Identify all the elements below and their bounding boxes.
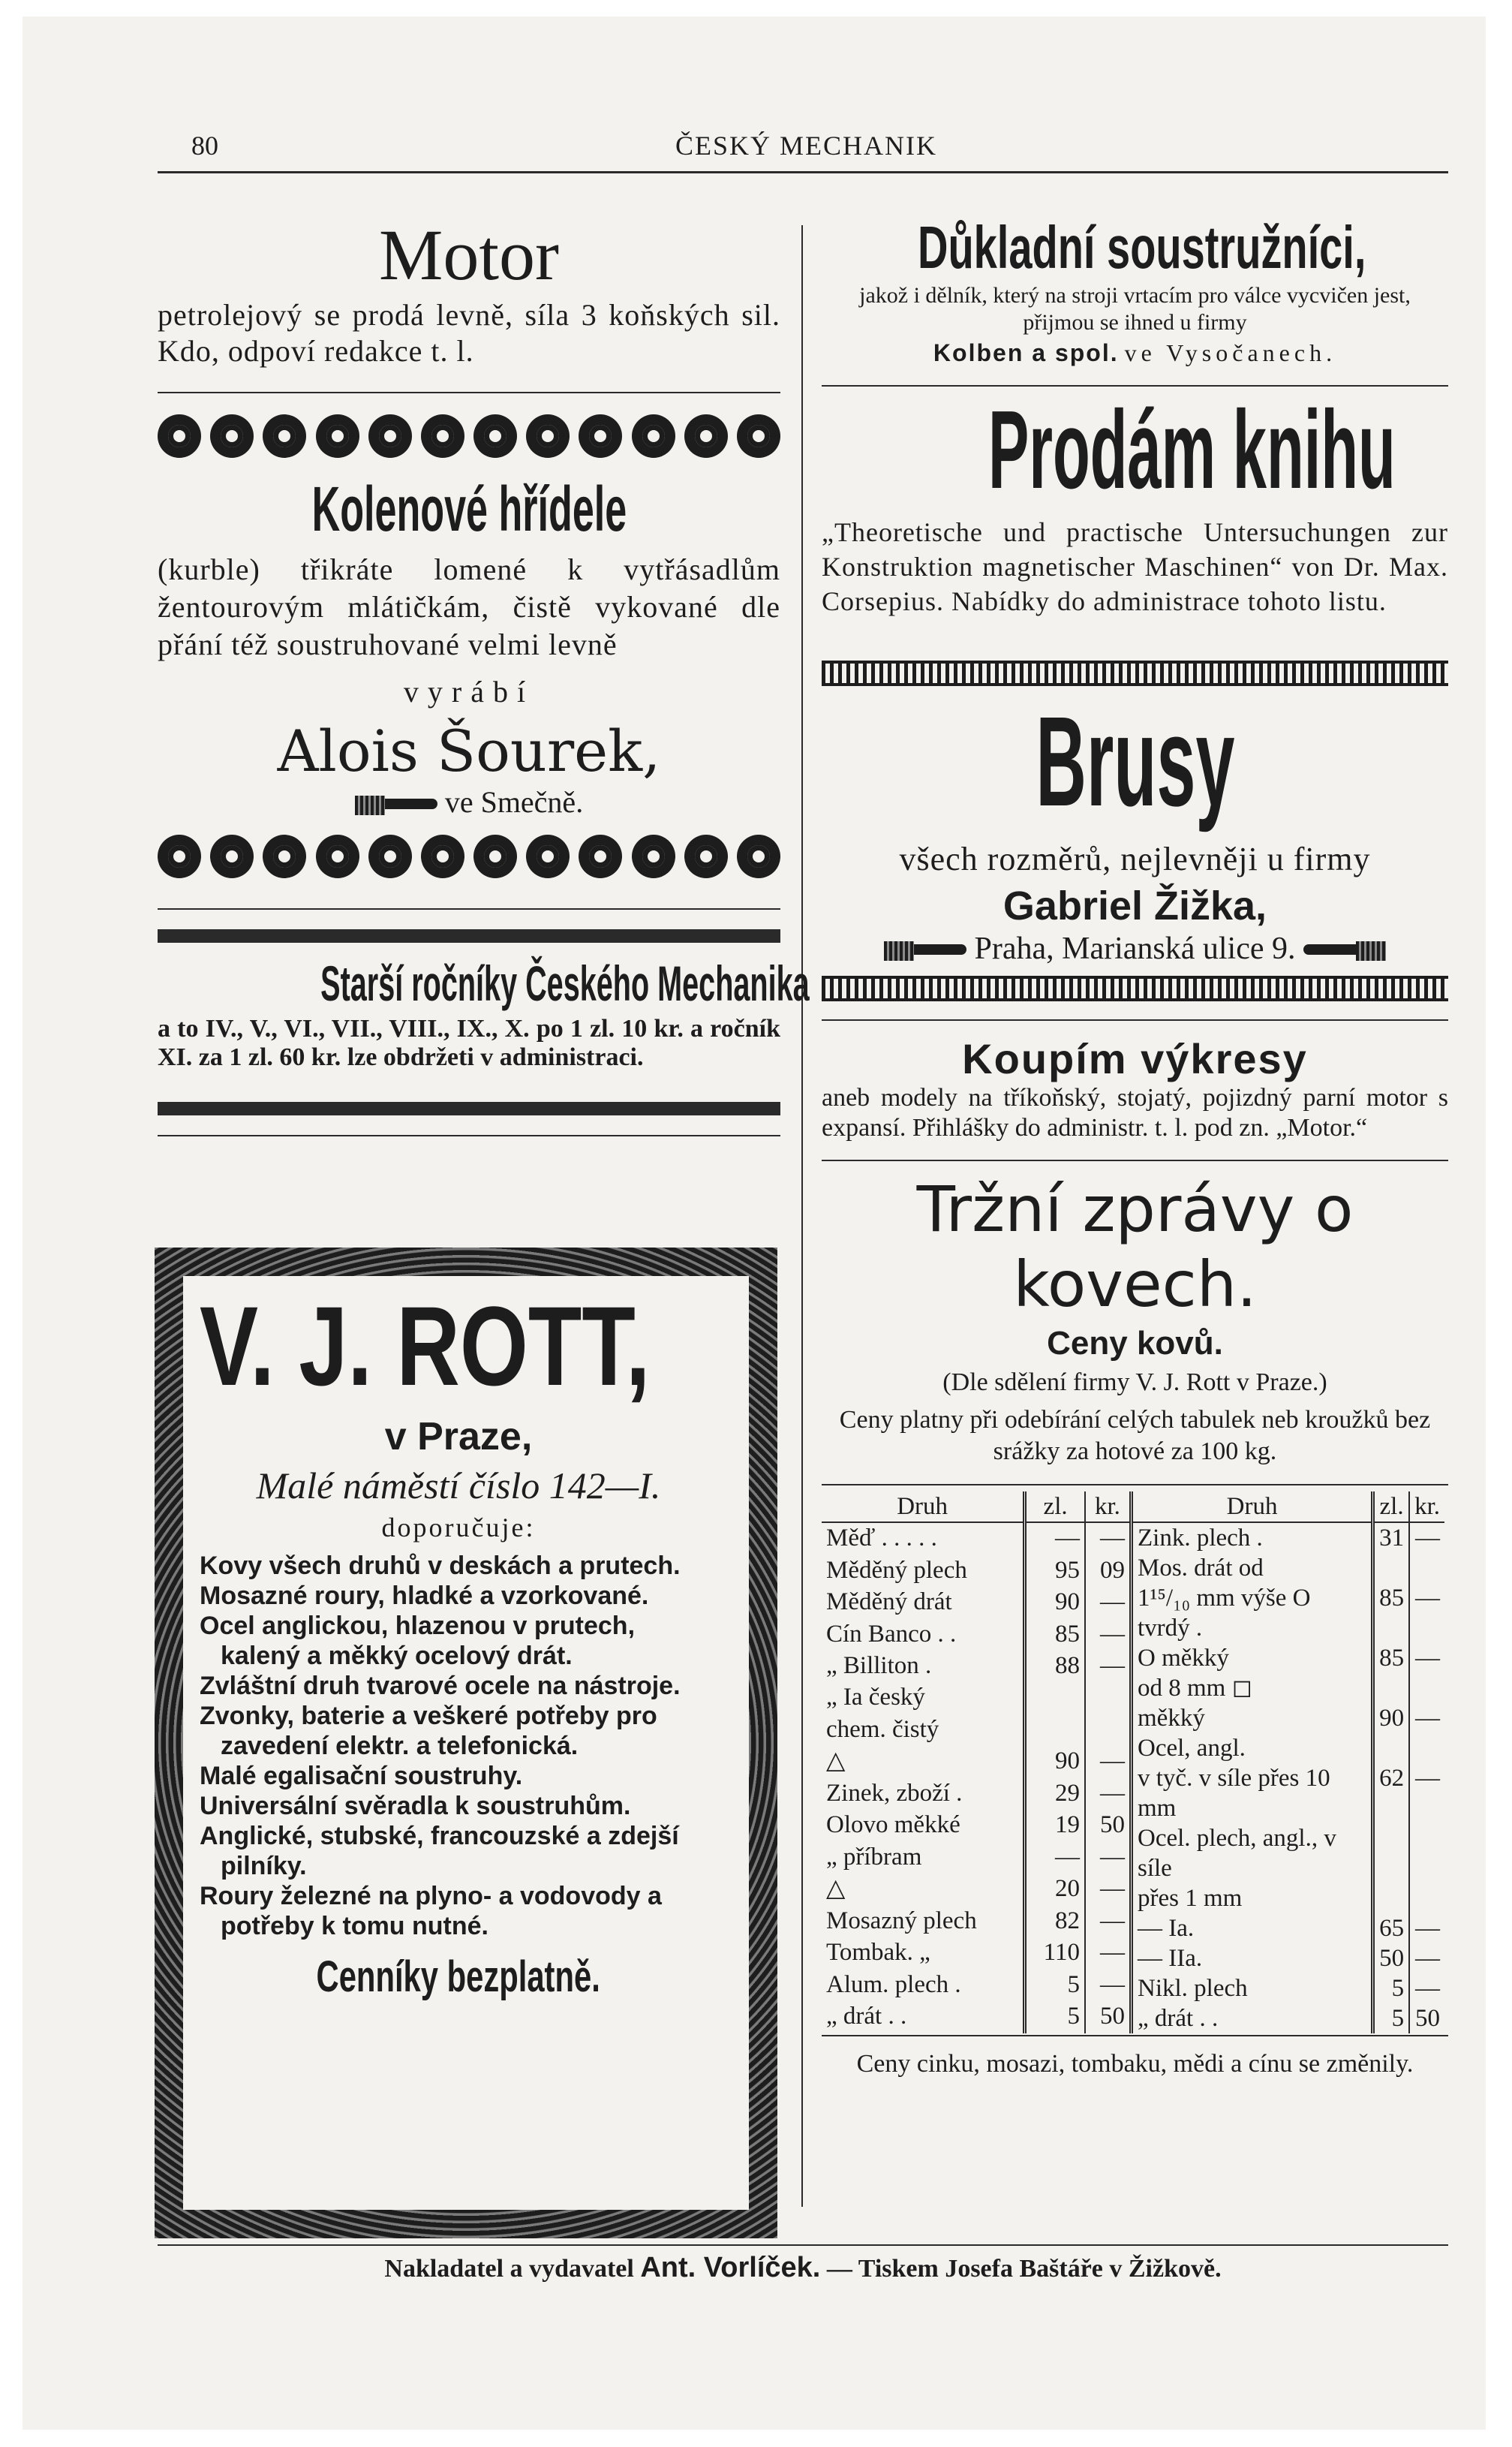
page-footer xyxy=(158,2252,1448,2284)
table-row xyxy=(822,1810,1129,1841)
market-intro: Ceny platny při odebírání celých tabulek neb kroužků bez srážky za hotové za 100 kg. xyxy=(839,1406,1431,1465)
price-table xyxy=(822,1491,1448,2033)
ad-kolenove-firm: Alois Šourek, xyxy=(277,718,661,784)
page-header xyxy=(158,124,1448,169)
cell-kr xyxy=(1409,1823,1444,1883)
cell-zl: 29 xyxy=(1025,1778,1085,1810)
table-row xyxy=(1132,1673,1445,1703)
cell-zl: 90 xyxy=(1025,1587,1085,1618)
cell-zl: 90 xyxy=(1373,1703,1410,1733)
cell-druh: Ocel, angl. xyxy=(1138,1735,1246,1762)
table-row xyxy=(822,1619,1129,1651)
cell-zl: 62 xyxy=(1373,1763,1410,1823)
cell-druh: △ xyxy=(826,1875,846,1903)
table-row xyxy=(1132,1703,1445,1733)
ad-rocniky-body: a to IV., V., VI., VII., VIII., IX., X. po 1 zl. 10 kr. a ročník XI. za 1 zl. 60 kr. lze obdržeti v administraci. xyxy=(158,1015,780,1071)
cell-zl: 90 xyxy=(1025,1746,1085,1777)
cell-kr: — xyxy=(1409,1703,1444,1733)
cell-zl: 50 xyxy=(1373,1943,1410,1973)
list-item: Universální svěradla k soustruhům. xyxy=(200,1792,631,1820)
list-item: Mosazné roury, hladké a vzorkované. xyxy=(200,1582,649,1610)
cell-druh: od 8 mm ◻ xyxy=(1138,1675,1252,1702)
list-item: Roury železné na plyno- a vodovody a potřeby k tomu nutné. xyxy=(200,1882,662,1940)
table-row xyxy=(822,1651,1129,1682)
footer-text-b: — Tiskem Josefa Baštáře v Žižkově. xyxy=(826,2255,1222,2283)
cell-zl: 5 xyxy=(1025,1970,1085,2001)
wave-border xyxy=(822,976,1448,1001)
separator xyxy=(822,2035,1448,2036)
ad-brusy-title: Brusy xyxy=(1035,691,1235,833)
ad-rott-city: v Praze, xyxy=(384,1415,533,1458)
ad-soustruznici-body: jakož i dělník, který na stroji vrtacím pro válce vycvičen jest, přijmou se ihned u firmy xyxy=(859,283,1411,335)
ad-brusy-line: všech rozměrů, nejlevněji u firmy xyxy=(899,841,1371,877)
cell-zl: 5 xyxy=(1373,2003,1410,2033)
cell-druh: „ drát . . xyxy=(826,2003,907,2030)
cell-druh: Měděný drát xyxy=(826,1588,952,1616)
ad-kniha-body: „Theoretische und practische Untersuchungen zur Konstruktion magnetischer Maschinen“ von Dr. Max. Corsepius. Nabídky do administrace tohoto listu. xyxy=(822,517,1448,616)
cell-kr: 50 xyxy=(1409,2003,1444,2033)
cell-kr: — xyxy=(1085,1874,1129,1905)
ad-brusy-firm: Gabriel Žižka, xyxy=(1002,883,1267,929)
table-row xyxy=(822,1874,1129,1905)
separator xyxy=(158,392,780,393)
cell-druh: — IIa. xyxy=(1138,1945,1203,1972)
ad-motor-title: Motor xyxy=(379,215,559,295)
cell-druh: Cín Banco . . xyxy=(826,1620,957,1648)
footer-publisher: Ant. Vorlíček. xyxy=(640,2252,821,2283)
table-row xyxy=(822,1522,1129,1555)
separator xyxy=(822,1484,1448,1485)
cell-zl xyxy=(1025,1714,1085,1746)
table-row xyxy=(822,1906,1129,1937)
right-column xyxy=(822,214,1448,2081)
market-note: Ceny cinku, mosazi, tombaku, mědi a cínu se změnily. xyxy=(856,2050,1414,2078)
col-header-kr: kr. xyxy=(1085,1491,1129,1522)
ad-soustruznici-title: Důkladní soustružníci, xyxy=(918,214,1366,281)
table-row xyxy=(822,2001,1129,2033)
left-column xyxy=(158,210,810,1136)
cell-druh: Mosazný plech xyxy=(826,1907,977,1934)
pointing-hand-icon xyxy=(884,938,966,964)
footer-rule xyxy=(158,2244,1448,2246)
cell-kr: 09 xyxy=(1085,1555,1129,1587)
cell-kr: — xyxy=(1085,1522,1129,1555)
cell-druh: 1¹⁵/₁₀ mm výše O tvrdý . xyxy=(1138,1585,1311,1642)
footer-text-a: Nakladatel a vydavatel xyxy=(384,2255,634,2283)
cell-zl: 5 xyxy=(1025,2001,1085,2033)
cell-zl: 95 xyxy=(1025,1555,1085,1587)
table-row xyxy=(1132,1553,1445,1583)
cell-druh: přes 1 mm xyxy=(1138,1885,1243,1912)
cell-kr: — xyxy=(1409,1913,1444,1943)
cell-druh: „ Billiton . xyxy=(826,1652,932,1679)
cell-zl: 5 xyxy=(1373,1973,1410,2003)
list-item: Zvonky, baterie a veškeré potřeby pro zavedení elektr. a telefonická. xyxy=(200,1702,657,1760)
cell-druh: Alum. plech . xyxy=(826,1970,961,1998)
cell-druh: měkký xyxy=(1138,1705,1205,1732)
cell-kr: — xyxy=(1085,1842,1129,1874)
cell-zl: 20 xyxy=(1025,1874,1085,1905)
ad-koupim-body: aneb modely na tříkoňský, stojatý, pojizdný parní motor s expansí. Přihlášky do administr. t. l. pod zn. „Motor.“ xyxy=(822,1084,1448,1142)
ad-rott-footer: Cenníky bezplatně. xyxy=(316,1952,601,2001)
cell-kr: 50 xyxy=(1085,2001,1129,2033)
ad-kolenove-title: Kolenové hřídele xyxy=(311,474,627,544)
cell-kr: — xyxy=(1085,1651,1129,1682)
table-row xyxy=(1132,1913,1445,1943)
cell-zl xyxy=(1373,1553,1410,1583)
cell-druh: Olovo měkké xyxy=(826,1811,960,1839)
ad-rott xyxy=(155,1248,777,2238)
ad-brusy xyxy=(822,691,1448,967)
cell-kr: — xyxy=(1409,1643,1444,1673)
cell-druh: Ocel. plech, angl., v síle xyxy=(1138,1825,1336,1882)
table-row xyxy=(822,1587,1129,1618)
table-row xyxy=(822,1937,1129,1969)
table-row xyxy=(1132,1643,1445,1673)
table-row xyxy=(822,1555,1129,1587)
cell-kr: — xyxy=(1085,1778,1129,1810)
ad-rott-firm: V. J. ROTT, xyxy=(200,1283,651,1409)
ad-rott-items xyxy=(200,1551,717,1941)
table-row xyxy=(1132,1823,1445,1883)
cell-zl: 82 xyxy=(1025,1906,1085,1937)
cell-zl: 31 xyxy=(1373,1522,1410,1553)
pointing-hand-icon xyxy=(355,793,437,818)
wave-border xyxy=(822,661,1448,686)
heavy-rule xyxy=(158,929,780,943)
cell-kr xyxy=(1409,1733,1444,1763)
cell-kr: — xyxy=(1085,1746,1129,1777)
table-row xyxy=(822,1970,1129,2001)
cell-kr: — xyxy=(1085,1587,1129,1618)
cell-zl: 85 xyxy=(1025,1619,1085,1651)
ad-kniha xyxy=(822,387,1448,619)
ad-soustruznici xyxy=(822,214,1448,367)
journal-title: ČESKÝ MECHANIK xyxy=(675,131,938,161)
header-rule xyxy=(158,171,1448,173)
cell-kr: — xyxy=(1409,1763,1444,1823)
cell-druh: Měď . . . . . xyxy=(826,1524,937,1552)
ad-motor-body: petrolejový se prodá levně, síla 3 koňských sil. Kdo, odpoví redakce t. l. xyxy=(158,298,780,368)
cell-kr xyxy=(1085,1714,1129,1746)
list-item: Kovy všech druhů v deskách a prutech. xyxy=(200,1552,681,1580)
ad-soustruznici-place: ve Vysočanech. xyxy=(1124,339,1337,366)
cell-kr: — xyxy=(1409,1583,1444,1643)
cell-zl: 65 xyxy=(1373,1913,1410,1943)
cell-kr xyxy=(1409,1673,1444,1703)
col-header-druh: Druh xyxy=(822,1491,1025,1522)
market-title: Tržní zprávy o kovech. xyxy=(916,1172,1354,1321)
cell-druh: — Ia. xyxy=(1138,1915,1195,1942)
ad-brusy-address: Praha, Marianská ulice 9. xyxy=(974,932,1296,966)
table-row xyxy=(1132,1943,1445,1973)
cell-druh: „ Ia český xyxy=(826,1684,925,1711)
cell-kr: — xyxy=(1409,1943,1444,1973)
market-source: (Dle sdělení firmy V. J. Rott v Praze.) xyxy=(942,1368,1327,1396)
ad-rocniky-title: Starší ročníky Českého Mechanika xyxy=(320,956,810,1011)
cell-kr: 50 xyxy=(1085,1810,1129,1841)
ad-kolenove-body: (kurble) třikráte lomené k vytřásadlům žentourovým mlátičkám, čistě vykované dle přání též soustruhované velmi levně xyxy=(158,552,780,661)
cell-zl xyxy=(1373,1823,1410,1883)
cell-zl: — xyxy=(1025,1522,1085,1555)
page-number: 80 xyxy=(191,131,218,161)
cell-kr: — xyxy=(1085,1619,1129,1651)
market-subtitle: Ceny kovů. xyxy=(1047,1325,1223,1362)
cell-zl: 85 xyxy=(1373,1583,1410,1643)
col-header-zl: zl. xyxy=(1373,1491,1410,1522)
cell-kr: — xyxy=(1085,1937,1129,1969)
table-row xyxy=(1132,1883,1445,1913)
table-row xyxy=(1132,1973,1445,2003)
ad-koupim-title: Koupím výkresy xyxy=(962,1035,1308,1082)
cell-druh: Tombak. „ xyxy=(826,1939,930,1967)
pointing-hand-icon xyxy=(1303,938,1386,964)
col-header-druh: Druh xyxy=(1132,1491,1373,1522)
cell-zl: 110 xyxy=(1025,1937,1085,1969)
ornament-row xyxy=(158,835,780,878)
table-row xyxy=(1132,1763,1445,1823)
ad-kolenove xyxy=(158,414,780,878)
ad-koupim xyxy=(822,1034,1448,1143)
cell-druh: Zinek, zboží . xyxy=(826,1779,963,1807)
table-row xyxy=(1132,1522,1445,1553)
cell-druh: Zink. plech . xyxy=(1138,1524,1263,1552)
cell-kr: — xyxy=(1409,1522,1444,1553)
table-row xyxy=(822,1746,1129,1777)
table-row xyxy=(1132,1583,1445,1643)
ad-rott-recommends: doporučuje: xyxy=(381,1512,536,1543)
column-divider xyxy=(801,225,803,2207)
separator xyxy=(822,1160,1448,1161)
cell-kr: — xyxy=(1409,1973,1444,2003)
cell-zl xyxy=(1373,1733,1410,1763)
table-row xyxy=(822,1714,1129,1746)
cell-zl xyxy=(1025,1682,1085,1714)
cell-zl: 85 xyxy=(1373,1643,1410,1673)
col-header-kr: kr. xyxy=(1409,1491,1444,1522)
cell-druh: Měděný plech xyxy=(826,1556,967,1584)
cell-kr xyxy=(1409,1553,1444,1583)
cell-zl xyxy=(1373,1883,1410,1913)
ad-kniha-title: Prodám knihu xyxy=(988,388,1396,512)
cell-druh: O měkký xyxy=(1138,1645,1229,1672)
list-item: Anglické, stubské, francouzské a zdejší pilníky. xyxy=(200,1822,679,1880)
ad-rocniky xyxy=(158,929,810,1115)
list-item: Ocel anglickou, hlazenou v prutech, kalený a měkký ocelový drát. xyxy=(200,1612,636,1670)
cell-zl: 88 xyxy=(1025,1651,1085,1682)
cell-druh: chem. čistý xyxy=(826,1715,939,1743)
table-row xyxy=(822,1842,1129,1874)
table-row xyxy=(822,1778,1129,1810)
ad-rott-address: Malé náměstí číslo 142—I. xyxy=(256,1464,661,1506)
ad-motor xyxy=(158,215,780,369)
table-row xyxy=(1132,2003,1445,2033)
price-table-left xyxy=(822,1491,1129,2033)
separator xyxy=(158,1135,780,1136)
market-section xyxy=(822,1172,1448,2081)
cell-zl: 19 xyxy=(1025,1810,1085,1841)
list-item: Malé egalisační soustruhy. xyxy=(200,1762,523,1790)
cell-druh: „ drát . . xyxy=(1138,2005,1219,2032)
cell-druh: Mos. drát od xyxy=(1138,1555,1264,1582)
cell-druh: v tyč. v síle přes 10 mm xyxy=(1138,1765,1330,1822)
heavy-rule xyxy=(158,1102,780,1115)
cell-kr xyxy=(1085,1682,1129,1714)
cell-kr: — xyxy=(1085,1906,1129,1937)
separator xyxy=(158,908,780,910)
ad-kolenove-place: ve Smečně. xyxy=(444,785,584,819)
cell-zl xyxy=(1373,1673,1410,1703)
separator xyxy=(822,1019,1448,1021)
ornament-row xyxy=(158,414,780,458)
cell-zl: — xyxy=(1025,1842,1085,1874)
table-row xyxy=(1132,1733,1445,1763)
ad-soustruznici-firm: Kolben a spol. xyxy=(933,339,1119,366)
price-table-right xyxy=(1129,1491,1444,2033)
ad-kolenove-vyrabi: vyrábí xyxy=(403,675,535,709)
col-header-zl: zl. xyxy=(1025,1491,1085,1522)
cell-druh: „ příbram xyxy=(826,1843,922,1871)
cell-kr xyxy=(1409,1883,1444,1913)
cell-druh: Nikl. plech xyxy=(1138,1975,1248,2002)
table-row xyxy=(822,1682,1129,1714)
list-item: Zvláštní druh tvarové ocele na nástroje. xyxy=(200,1672,681,1700)
cell-kr: — xyxy=(1085,1970,1129,2001)
cell-druh: △ xyxy=(826,1747,846,1775)
